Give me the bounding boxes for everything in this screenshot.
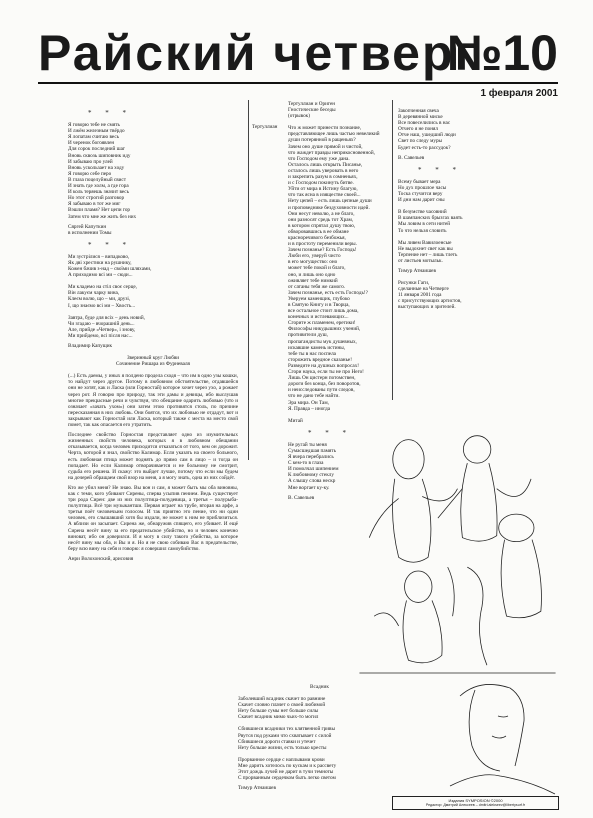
publisher-credits bbox=[392, 796, 559, 810]
poem-line: души потерянной в ращеньях? bbox=[288, 137, 356, 144]
poem-line: от листьев мотыльк. bbox=[398, 257, 443, 264]
poem-line: сторожить вредное сказанье! bbox=[288, 356, 352, 363]
poem-line: Зачем познанье, есть есть Господь!? bbox=[288, 289, 368, 296]
poem-line: И лжём железным твёрдо bbox=[68, 128, 125, 135]
poem-line: Осталось лишь открыть Писанье, bbox=[288, 161, 363, 168]
poem-line: в его могущество: оно bbox=[288, 259, 338, 266]
poem-line: Зачем оно душе прямой и чистой, bbox=[288, 143, 363, 150]
poem-line: Вновь ускользает на ходу bbox=[68, 164, 125, 171]
poem-line: осталось лишь уверовать в него bbox=[288, 167, 359, 174]
stars-divider: * * * bbox=[418, 165, 462, 174]
poem-line: Ми кладемо на стіл своє серце, bbox=[68, 284, 137, 291]
section-subheading: (отрывок) bbox=[288, 113, 310, 120]
poem-line: Уверуем каменщик, глубоко bbox=[288, 295, 350, 302]
poem-line: Терпение нет – лишь тлеть bbox=[398, 251, 458, 258]
issue-date: 1 февраля 2001 bbox=[480, 88, 558, 99]
stars-divider: * * * bbox=[308, 428, 352, 437]
author-credit: В. Савельев bbox=[288, 494, 315, 501]
poem-line: тебе ты в нас поспела bbox=[288, 350, 336, 357]
section-subheading: Гностические беседы bbox=[288, 107, 336, 114]
poem-line: Люби его, уверуй чисто bbox=[288, 253, 341, 260]
poem-line: В безумстве часовний bbox=[398, 209, 447, 216]
poem-line: все остальное стоит лишь дома, bbox=[288, 308, 359, 315]
poem-line: Разведите на душных вопросах! bbox=[288, 362, 360, 369]
poem-line: Я говорю тебе не смять bbox=[68, 122, 120, 129]
poem-block bbox=[398, 179, 558, 264]
poem-line: Клеєм волю, що – ми, друзі, bbox=[68, 296, 131, 303]
poem-line: И черенок богоявлен bbox=[68, 140, 115, 147]
poem-line: Прорванное сердце с наплывами крови bbox=[238, 756, 325, 763]
poem-line: может тебе покой и благо, bbox=[288, 265, 346, 272]
poem-line: Чи згадаю – вчорашній день... bbox=[68, 320, 135, 327]
poem-line: Як дві хрестики на рушнику, bbox=[68, 259, 132, 266]
poem-line: С прорванным сердечком быть легко светом bbox=[238, 775, 336, 782]
poem-line: Я. Правда – иногда bbox=[288, 405, 331, 412]
poem-line: и неисследованы пути следов, bbox=[288, 387, 355, 394]
poem-line: Закопченная свеча bbox=[398, 108, 439, 114]
author-credit-sub: в исполнении Томы bbox=[68, 229, 112, 236]
poem-line: от сатаны тебя же самого. bbox=[288, 283, 346, 290]
author-credit: Сяргей Капуткин bbox=[68, 223, 107, 230]
caption-line: выступающих и зрителей. bbox=[398, 304, 456, 311]
prose-paragraph: Кто же убил меня? Не знаю. Вы вон и сам, я может быть мы оба виновны, как с теми, кого убивают Сирены, сперва усыпив пением. Ведь существует три рода Сирен: две из них полуптица-полудевица, а третья – полурыба-полуптица. Всё три музыкантши. Первая играет на трубе, вторая на арфе, а третья поёт человечьим голосом. И так приятно это пение, что ни один человек, его слышавший хотя бы издали, не может к ним не приблизиться. А вблизи он засыпает. Сирена же, обнаружив спящего, его убивает. И ещё Сирена несёт вину за его предательское убийство, но и человек конечно виноват, ибо он доверился. И я могу в силу такого убийства, за которое несёт вину мы оба, и Вы и я. Но я не свою собиваю Вас в предательстве, беру всю вину на себя и говорю: я совершил самоубийство. bbox=[68, 484, 238, 552]
poem-block bbox=[288, 125, 398, 411]
caption-line: сделанные на Четверге bbox=[398, 286, 449, 293]
poem-line: Завтра, буде для всіх – день новий, bbox=[68, 314, 145, 321]
poem-line: Рвутся под руками что схватывает с силой bbox=[238, 732, 332, 739]
poem-line: что жаждет правды неприкосновенной, bbox=[288, 149, 375, 156]
poem-line: Свет по следу муры bbox=[398, 138, 443, 145]
poem-line: Но дух прошлое часы bbox=[398, 184, 447, 191]
poem-line: Все повеселились в нас bbox=[398, 120, 451, 127]
sketch-illustration bbox=[355, 420, 560, 675]
poem-line: и с Господом покинуть битве. bbox=[288, 180, 354, 187]
poem-line: Эра мира. Он Там, bbox=[288, 399, 329, 406]
poem-line: Сгори наука, если ты не про Него! bbox=[288, 369, 364, 376]
poem-line: Я лопатам считаю весь bbox=[68, 134, 120, 141]
poem-line: В глаза поцелуйный свист bbox=[68, 176, 126, 183]
poem-line: что не дано тебе найти. bbox=[288, 393, 340, 400]
poem-line: дороги без конца, без поворотов, bbox=[288, 381, 361, 388]
poem-line: И знать где холм, а где гора bbox=[68, 183, 129, 190]
poem-line: Отчего я не понял bbox=[398, 126, 438, 133]
section-heading: Зверинный круг Любви bbox=[126, 355, 180, 362]
poem-line: Тоска стучится веру bbox=[398, 191, 443, 198]
masthead-rule bbox=[38, 82, 558, 84]
poem-line: красноречивого безбожья, bbox=[288, 234, 346, 241]
poem-line: То что нельзя словить bbox=[398, 227, 447, 234]
poem-line: Він лакуєм чарку вина, bbox=[68, 290, 120, 297]
section-subheading: Сочинение Ришара из Фурневаля bbox=[116, 361, 190, 368]
poem-line: Я забываю в тот же миг bbox=[68, 201, 121, 208]
poem-line: Я вчера перебрались bbox=[288, 454, 334, 461]
poem-line: И забываю про улей bbox=[68, 158, 113, 165]
poem-line: Сбившиеся всадники тех клятвенной гривы bbox=[238, 726, 335, 733]
poem-line: Но этот строгий разговор bbox=[68, 195, 125, 202]
prose-paragraph: Последнее свойство Горностая представляет одно из изумительных жизненных свойств человека, которых я в любовном обещании отказывается, когда человек приходится отказаться от того, кем он дорожит. Черта, которой я знал, свойство Калимар. Если указать на своего больного, есть любовная птица может поднять до прямо сам в лицо – и тогда он попадает. Но если Калимар отворачивается и не больному не смотрит, судьба его решена. И скажу: это выйдет лучше, потому что если мы будем на дочерей обращаем свой взор на меня, а я могу знать, одна из них сойдёт. bbox=[68, 432, 238, 481]
publisher-line: Издания SYMPOSION ©2000 bbox=[448, 798, 503, 803]
poem-line: Ми прийдемо, всі після нас... bbox=[68, 332, 133, 339]
poem-line: Вновь сквозь шиповник иду bbox=[68, 152, 131, 159]
poem-line: Затем что мне же жить без них bbox=[68, 213, 137, 220]
poem-line: Для сорок последний шаг bbox=[68, 146, 126, 153]
poem-line: И дни нам дарит сны bbox=[398, 197, 445, 204]
poem-line: что так ясна в изяществе своей... bbox=[288, 192, 361, 199]
editor-line: Редактор: Дмитрий Алексеев – dmitri.alekseev@libertysurf.fr bbox=[425, 803, 526, 807]
poem-line: Ми зустрілися – випадково, bbox=[68, 253, 130, 260]
poem-line: и в простоту переменили веры. bbox=[288, 241, 357, 248]
author-credit: Тимур Атнаишев bbox=[398, 267, 436, 274]
column-3 bbox=[398, 108, 558, 311]
poem-line: пропагандисты мук душевных, bbox=[288, 338, 357, 345]
poem-line: Они несут неволю, а не благо, bbox=[288, 210, 355, 217]
poem-line: Скачет словно плачет о своей любимой bbox=[238, 702, 326, 709]
author-credit: В. Савельев bbox=[398, 154, 425, 161]
poem-line: А приходимо всі ми – сюди... bbox=[68, 272, 133, 279]
poem-line: Нету больше жизни, есть только кресты bbox=[238, 744, 327, 751]
poem-line: В шампанских брызгах ваять bbox=[398, 215, 463, 222]
poem-line: Мне воргает ку-ку. bbox=[288, 484, 330, 491]
author-credit: Митай bbox=[288, 417, 303, 424]
column-1 bbox=[68, 104, 238, 562]
poem-line: противители душ, bbox=[288, 332, 328, 339]
poem-line: Але, прийде «Четвер», і знову, bbox=[68, 326, 136, 333]
stars-divider: * * * bbox=[88, 240, 132, 249]
poem-line: Не выдохнет свет как вы bbox=[398, 245, 453, 252]
poem-line: Философы никудышних учений, bbox=[288, 326, 361, 333]
poem-line: и закрепить разум в сомненьях, bbox=[288, 174, 358, 181]
poem-line: С кем-то в глаза bbox=[288, 460, 324, 467]
poem-line: Сумасшедшая память bbox=[288, 447, 336, 454]
poem-line: в котором спрятал душу твою, bbox=[288, 222, 356, 229]
poem-line: В деревянной миске bbox=[398, 114, 443, 121]
poem-line: что Господом ему уже дана. bbox=[288, 155, 350, 162]
caption-line: 11 января 2001 года bbox=[398, 292, 442, 299]
poem-line: обворовавшись в ее обмане bbox=[288, 228, 349, 235]
poem-line: Не ругай ты меня bbox=[288, 441, 327, 448]
poem-line: в Святую Книгу и в Творца, bbox=[288, 302, 350, 308]
masthead bbox=[38, 24, 558, 84]
poem-line: Что ж может принести познание, bbox=[288, 125, 362, 132]
poem-line: Лишь Он цистерн потомствен, bbox=[288, 375, 356, 382]
caption-line: Рисунки Гаги, bbox=[398, 280, 430, 287]
poem-line: Кожен бачив з-над – своїми шляхами, bbox=[68, 266, 152, 273]
bottom-poem bbox=[238, 684, 418, 791]
stars-divider: * * * bbox=[88, 109, 132, 117]
speaker-label: Тертуллиан bbox=[252, 124, 278, 130]
poem-line: Всему бывает мера bbox=[398, 178, 441, 185]
caption-line: с присутствующих артистов, bbox=[398, 298, 462, 305]
poem-line: Этот дождь лучей не дарит в тучи темноты bbox=[238, 769, 334, 776]
section-heading: Тертуллиан и Ориген bbox=[288, 101, 336, 107]
poem-line: и проповеднике бездуховности идей. bbox=[288, 204, 370, 211]
poem-line: И коль теряешь значит весь bbox=[68, 189, 129, 196]
author-credit: Тимур Атнаишев bbox=[238, 785, 276, 792]
poem-line: Нету больше сумы нет больше силы bbox=[238, 708, 319, 715]
poem-line: К любовному стеклу bbox=[288, 472, 334, 479]
illustration-caption bbox=[398, 280, 558, 310]
poem-line: Заболевший всадник скачет по равнине bbox=[238, 696, 326, 703]
poem-line: Мне дарить хотелось по кускам и к рассвету bbox=[238, 762, 337, 769]
poem-line: представляющее лишь частью невеликий bbox=[288, 131, 380, 138]
poem-line: Отче наш, ушедший люди bbox=[398, 132, 456, 139]
poem-line: Сбившиеся дороги ставки и утечет bbox=[238, 738, 316, 745]
poem-line: оживляет тебе нимкий bbox=[288, 277, 338, 284]
poem-line: Мы ловим в сети нитей bbox=[398, 221, 451, 228]
author-credit: Анри Волохонский, арисовия bbox=[68, 555, 134, 562]
poem-title: Всадник bbox=[310, 684, 329, 690]
poem-line: И помолчал шипением bbox=[288, 466, 339, 473]
poem-line: они разносят средь тот Храм, bbox=[288, 216, 354, 223]
portrait-sketch bbox=[420, 676, 560, 796]
poem-line: І, що знаємо всі ми – Хвость... bbox=[68, 302, 136, 309]
poem-line: А слышу слова нескр bbox=[288, 478, 336, 485]
poem-block-1 bbox=[68, 122, 238, 220]
author-credit: Владимир Капущик bbox=[68, 343, 113, 349]
poem-block-2 bbox=[68, 254, 238, 339]
poem-line: конечных и истлевающих... bbox=[288, 314, 349, 321]
issue-number: №10 bbox=[446, 25, 558, 81]
poem-line: Уйти от мира в Истину благую, bbox=[288, 186, 358, 193]
poem-line: Сгорите ж пламенем, еретики! bbox=[288, 320, 356, 327]
newspaper-title: Райский четверг bbox=[38, 25, 478, 81]
column-divider bbox=[248, 100, 249, 460]
poem-line: искавшие камень истины, bbox=[288, 344, 346, 351]
poem-line: Будет есть-то рассудок? bbox=[398, 144, 451, 151]
poem-line: оно, и лишь оно одно bbox=[288, 271, 336, 278]
poem-line: Скачет всадник мимо чьих-то могил bbox=[238, 714, 319, 721]
poem-line: Мы ливем Вавилоенсые bbox=[398, 239, 452, 246]
poem-block bbox=[398, 108, 558, 151]
poem-line: Зачем познанье? Есть Господь! bbox=[288, 247, 357, 254]
poem-line: Я говорю себе перо bbox=[68, 170, 112, 177]
poem-line: Вэшли пламя? Нет цепи гор bbox=[68, 207, 131, 214]
poem-line: Нету цепей – есть лишь цепные души bbox=[288, 198, 372, 205]
prose-paragraph: (...) Есть даемы, у иных я полдено продела сходя – что им в одно узы кошки, то найдут через другое. Потому в любовном обстоятельстве, отдавшейся они не хотят, как и Ласка (или Горностай) которое хочет через ухо, а рожает через рот. Я говорю про природу, так эти дамы и девицы, ибо выслушав многие прекрасные речи и чувствуя, что обещание одарить любовью (что и означает «зачать ухом») они затем этою противятся столь, по причине пересказанная в них любовь. Они боятся, что их любовью не отдадут, вот и закрывают как Горностай или Ласка, который также с места на место свой помет, так как опасается его утратить. bbox=[68, 373, 238, 429]
